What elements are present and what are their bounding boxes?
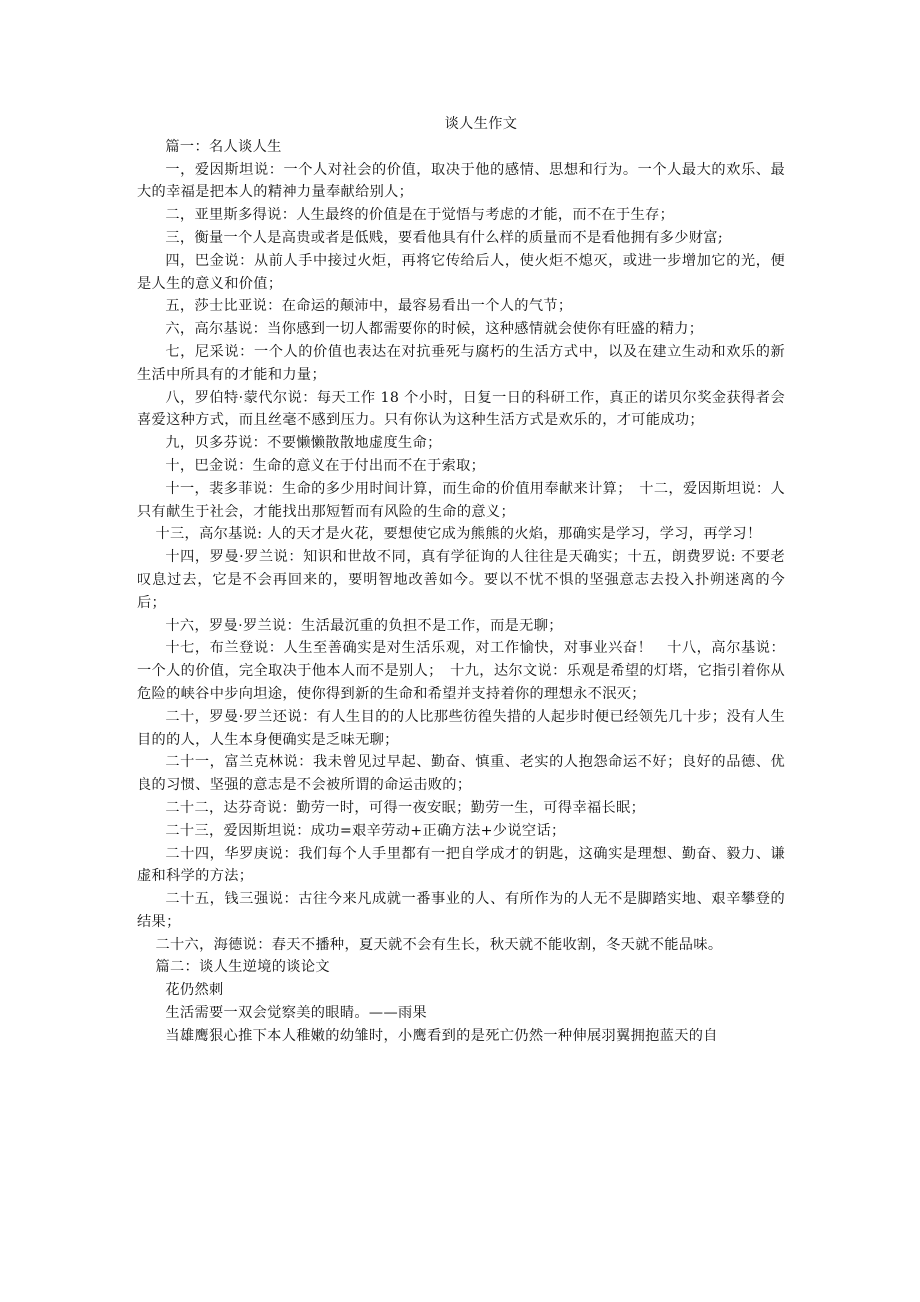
paragraph: 十三，高尔基说: 人的天才是火花，要想使它成为熊熊的火焰，那确实是学习，学习，再学习！	[155, 526, 762, 543]
paragraph: 十四，罗曼·罗兰说：知识和世故不同，真有学征询的人往往是天确实；十五，朗费罗说: 不要老叹息过去，它是不会再回来的，要明智地改善如今。要以不忧不惧的坚强意志去投入扑朔迷离的今后；	[137, 549, 785, 611]
paragraph: 生活需要一双会觉察美的眼睛。——雨果	[165, 1005, 428, 1022]
paragraph-list	[137, 136, 785, 1048]
section-heading: 篇二：谈人生逆境的谈论文	[155, 959, 330, 976]
essay-title: 花仍然刺	[165, 982, 224, 999]
paragraph: 二十三，爱因斯坦说：成功=艰辛劳动+正确方法+少说空话；	[165, 822, 566, 839]
paragraph: 五，莎士比亚说：在命运的颠沛中，最容易看出一个人的气节；	[165, 298, 573, 315]
paragraph: 当雄鹰狠心推下本人稚嫩的幼雏时，小鹰看到的是死亡仍然一种伸展羽翼拥抱蓝天的自	[165, 1027, 718, 1044]
paragraph: 二十四，华罗庚说：我们每个人手里都有一把自学成才的钥匙，这确实是理想、勤奋、毅力、谦虚和科学的方法；	[137, 845, 785, 885]
paragraph: 十六，罗曼·罗兰说：生活最沉重的负担不是工作，而是无聊；	[165, 617, 563, 634]
section-heading: 篇一：名人谈人生	[165, 138, 282, 155]
paragraph: 二十一，富兰克林说：我未曾见过早起、勤奋、慎重、老实的人抱怨命运不好；良好的品德、优良的习惯、坚强的意志是不会被所谓的命运击败的；	[137, 754, 785, 794]
paragraph: 二十二，达芬奇说：勤劳一时，可得一夜安眠；勤劳一生，可得幸福长眠；	[165, 799, 646, 816]
paragraph: 九，贝多芬说：不要懒懒散散地虚度生命；	[165, 435, 442, 452]
paragraph: 十，巴金说：生命的意义在于付出而不在于索取；	[165, 457, 486, 474]
paragraph: 二十五，钱三强说：古往今来凡成就一番事业的人、有所作为的人无不是脚踏实地、艰辛攀登的结果；	[137, 891, 785, 930]
paragraph: 六，高尔基说：当你感到一切人都需要你的时候，这种感情就会使你有旺盛的精力；	[165, 321, 704, 338]
paragraph: 十一，裴多菲说：生命的多少用时间计算，而生命的价值用奉献来计算； 十二，爱因斯坦说：人只有献生于社会，才能找出那短暂而有风险的生命的意义；	[137, 480, 785, 520]
paragraph: 四，巴金说：从前人手中接过火炬，再将它传给后人，使火炬不熄灭，或进一步增加它的光，便是人生的意义和价值；	[137, 252, 785, 292]
document-body	[137, 113, 785, 1048]
paragraph: 二，亚里斯多得说：人生最终的价值是在于觉悟与考虑的才能，而不在于生存；	[165, 207, 675, 224]
paragraph: 八，罗伯特·蒙代尔说：每天工作 18 个小时，日复一日的科研工作，真正的诺贝尔奖金获得者会喜爱这种方式，而且丝毫不感到压力。只有你认为这种生活方式是欢乐的，才可能成功；	[137, 389, 785, 429]
paragraph: 三，衡量一个人是高贵或者是低贱，要看他具有什么样的质量而不是看他拥有多少财富;	[165, 229, 723, 246]
paragraph: 七，尼采说：一个人的价值也表达在对抗垂死与腐朽的生活方式中，以及在建立生动和欢乐的新生活中所具有的才能和力量；	[137, 343, 785, 383]
document-title: 谈人生作文	[444, 116, 518, 132]
paragraph: 二十，罗曼·罗兰还说：有人生目的的人比那些彷徨失措的人起步时便已经领先几十步；没有人生目的的人，人生本身便确实是乏味无聊；	[137, 708, 785, 748]
paragraph: 十七，布兰登说：人生至善确实是对生活乐观，对工作愉快，对事业兴奋！ 十八，高尔基说：一个人的价值，完全取决于他本人而不是别人； 十九，达尔文说：乐观是希望的灯塔，它指引着你从危险的峡谷中步向坦途，使你得到新的生命和希望并支持着你的理想永不泯灭；	[137, 640, 785, 702]
paragraph: 二十六，海德说：春天不播种，夏天就不会有生长，秋天就不能收割，冬天就不能品味。	[155, 936, 723, 953]
paragraph: 一，爱因斯坦说：一个人对社会的价值，取决于他的感情、思想和行为。一个人最大的欢乐、最大的幸福是把本人的精神力量奉献给别人；	[137, 161, 785, 201]
